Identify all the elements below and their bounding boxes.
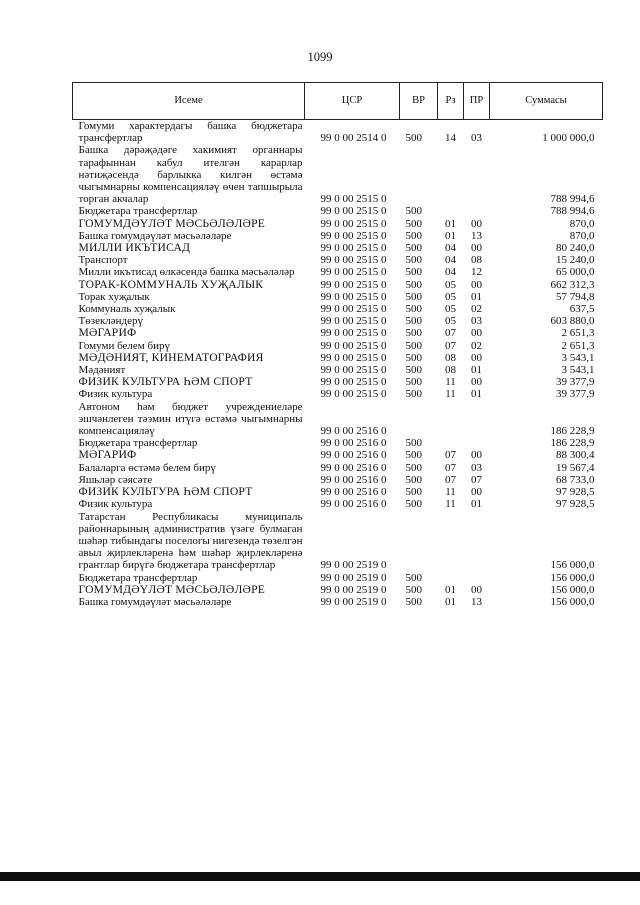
section-row bbox=[73, 242, 603, 254]
row-pr-cell: 01 bbox=[471, 388, 482, 401]
page-number: 1099 bbox=[307, 50, 333, 64]
table-row bbox=[73, 401, 603, 438]
row-pr-cell: 03 bbox=[471, 315, 482, 328]
row-sum-cell: 156 000,0 bbox=[550, 583, 595, 596]
row-pr-cell bbox=[464, 205, 490, 217]
row-pr-cell: 00 bbox=[471, 583, 482, 596]
row-csr-cell: 99 0 00 2519 0 bbox=[320, 595, 387, 608]
header-csr: ЦСР bbox=[305, 83, 400, 120]
row-vr-cell: 500 bbox=[405, 132, 422, 145]
row-vr-cell: 500 bbox=[405, 449, 422, 462]
section-row bbox=[73, 584, 603, 596]
row-name-cell: Татарстан Республикасы муниципаль районнарының административ үзәге булмаган шәһәр тибындагы поселогы нигезендә төзелгән авыл җирлекләренә һәм шәһәр җирлекләренә грантлар бирүгә бюджетара трансфертлар bbox=[78, 510, 303, 572]
row-sum-cell: 156 000,0 bbox=[550, 571, 595, 584]
row-sum-cell: 603 880,0 bbox=[550, 315, 595, 328]
row-name-cell: Башка гомумдәүләт мәсьәләләре bbox=[78, 595, 232, 608]
row-sum-cell: 2 651,3 bbox=[561, 327, 595, 340]
budget-table bbox=[72, 82, 603, 608]
row-pr-cell: 13 bbox=[471, 595, 482, 608]
row-name-cell: Бюджетара трансфертлар bbox=[78, 437, 198, 450]
row-sum-cell: 39 377,9 bbox=[556, 388, 595, 401]
table-body bbox=[73, 120, 603, 609]
row-sum-cell: 15 240,0 bbox=[556, 254, 595, 267]
header-name: Исеме bbox=[73, 83, 305, 120]
row-csr-cell: 99 0 00 2516 0 bbox=[320, 461, 387, 474]
row-rz-cell: 01 bbox=[445, 583, 456, 596]
row-rz-cell: 04 bbox=[445, 242, 456, 255]
table-row bbox=[73, 291, 603, 303]
row-sum-cell: 186 228,9 bbox=[550, 425, 595, 438]
row-rz-cell: 07 bbox=[445, 461, 456, 474]
row-csr-cell: 99 0 00 2515 0 bbox=[320, 205, 387, 218]
row-rz-cell: 05 bbox=[445, 278, 456, 291]
row-vr-cell: 500 bbox=[405, 266, 422, 279]
row-pr-cell: 01 bbox=[471, 290, 482, 303]
table-row bbox=[73, 437, 603, 449]
row-sum-cell: 186 228,9 bbox=[550, 437, 595, 450]
row-rz-cell: 14 bbox=[445, 132, 456, 145]
row-name-cell: Яшьләр сәясәте bbox=[78, 473, 153, 486]
row-sum-cell: 97 928,5 bbox=[556, 486, 595, 499]
row-csr-cell: 99 0 00 2515 0 bbox=[320, 254, 387, 267]
row-name-cell: Коммуналь хуҗалык bbox=[78, 303, 176, 316]
row-sum-cell: 19 567,4 bbox=[556, 461, 595, 474]
row-sum-cell: 156 000,0 bbox=[550, 595, 595, 608]
row-csr-cell: 99 0 00 2516 0 bbox=[320, 473, 387, 486]
row-pr-cell: 01 bbox=[471, 364, 482, 377]
row-name-cell: Башка гомумдәүләт мәсьәләләре bbox=[78, 229, 232, 242]
table-row bbox=[73, 120, 603, 145]
row-vr-cell bbox=[400, 401, 438, 438]
section-row bbox=[73, 327, 603, 339]
row-sum-cell: 870,0 bbox=[569, 217, 595, 230]
row-vr-cell: 500 bbox=[405, 571, 422, 584]
row-sum-cell: 662 312,3 bbox=[550, 278, 595, 291]
row-pr-cell: 03 bbox=[471, 461, 482, 474]
table-header-row bbox=[73, 83, 603, 120]
row-vr-cell: 500 bbox=[405, 595, 422, 608]
row-rz-cell: 04 bbox=[445, 254, 456, 267]
row-csr-cell: 99 0 00 2515 0 bbox=[320, 351, 387, 364]
header-sum: Суммасы bbox=[490, 83, 603, 120]
row-rz-cell: 11 bbox=[445, 376, 456, 389]
row-csr-cell: 99 0 00 2519 0 bbox=[320, 559, 387, 572]
row-rz-cell: 05 bbox=[445, 290, 456, 303]
row-csr-cell: 99 0 00 2515 0 bbox=[320, 229, 387, 242]
row-pr-cell: 02 bbox=[471, 303, 482, 316]
row-rz-cell: 08 bbox=[445, 364, 456, 377]
row-name-cell: МӘГАРИФ bbox=[78, 326, 137, 340]
row-rz-cell bbox=[438, 401, 464, 438]
row-name-cell: Автоном һәм бюджет учреждениеләре эшчәнлеген тәэмин итүгә өстәмә чыгымнарны компенсацияләү bbox=[78, 400, 303, 438]
row-name-cell: Бюджетара трансфертлар bbox=[78, 205, 198, 218]
row-rz-cell: 08 bbox=[445, 351, 456, 364]
row-csr-cell: 99 0 00 2515 0 bbox=[320, 303, 387, 316]
row-vr-cell bbox=[400, 511, 438, 572]
row-rz-cell: 04 bbox=[445, 266, 456, 279]
row-csr-cell: 99 0 00 2515 0 bbox=[320, 339, 387, 352]
row-vr-cell: 500 bbox=[405, 278, 422, 291]
header-rz: Рз bbox=[438, 83, 464, 120]
section-row bbox=[73, 449, 603, 461]
row-csr-cell: 99 0 00 2516 0 bbox=[320, 437, 387, 450]
table-row bbox=[73, 596, 603, 608]
row-rz-cell: 07 bbox=[445, 449, 456, 462]
row-vr-cell: 500 bbox=[405, 229, 422, 242]
row-csr-cell: 99 0 00 2514 0 bbox=[320, 132, 387, 145]
table-row bbox=[73, 572, 603, 584]
row-vr-cell: 500 bbox=[405, 437, 422, 450]
row-name-cell: ГОМУМДӘҮЛӘТ МӘСЬӘЛӘЛӘРЕ bbox=[78, 216, 266, 230]
row-sum-cell: 80 240,0 bbox=[556, 242, 595, 255]
table-row bbox=[73, 303, 603, 315]
row-csr-cell: 99 0 00 2515 0 bbox=[320, 266, 387, 279]
row-pr-cell: 12 bbox=[471, 266, 482, 279]
row-name-cell: МӘГАРИФ bbox=[78, 448, 137, 462]
row-pr-cell: 07 bbox=[471, 473, 482, 486]
row-name-cell: Транспорт bbox=[78, 254, 128, 267]
row-sum-cell: 57 794,8 bbox=[556, 290, 595, 303]
row-name-cell: Милли икътисад өлкәсендә башка мәсьәләләр bbox=[78, 266, 295, 279]
row-vr-cell: 500 bbox=[405, 473, 422, 486]
row-pr-cell bbox=[464, 511, 490, 572]
section-row bbox=[73, 486, 603, 498]
section-row bbox=[73, 352, 603, 364]
row-csr-cell: 99 0 00 2515 0 bbox=[320, 364, 387, 377]
table-row bbox=[73, 144, 603, 205]
row-vr-cell: 500 bbox=[405, 315, 422, 328]
table-row bbox=[73, 388, 603, 400]
row-vr-cell: 500 bbox=[405, 388, 422, 401]
row-name-cell: ФИЗИК КУЛЬТУРА ҺӘМ СПОРТ bbox=[78, 375, 253, 389]
row-csr-cell: 99 0 00 2515 0 bbox=[320, 242, 387, 255]
row-csr-cell: 99 0 00 2516 0 bbox=[320, 425, 387, 438]
row-pr-cell: 00 bbox=[471, 278, 482, 291]
row-vr-cell: 500 bbox=[405, 351, 422, 364]
row-csr-cell: 99 0 00 2516 0 bbox=[320, 498, 387, 511]
row-rz-cell: 11 bbox=[445, 388, 456, 401]
row-vr-cell: 500 bbox=[405, 583, 422, 596]
row-vr-cell: 500 bbox=[405, 217, 422, 230]
row-sum-cell: 870,0 bbox=[569, 229, 595, 242]
row-csr-cell: 99 0 00 2515 0 bbox=[320, 376, 387, 389]
row-sum-cell: 3 543,1 bbox=[561, 364, 595, 377]
row-sum-cell: 637,5 bbox=[569, 303, 595, 316]
row-pr-cell: 00 bbox=[471, 242, 482, 255]
row-name-cell: Гомуми характердагы башка бюджетара трансфертлар bbox=[78, 120, 303, 145]
table-row bbox=[73, 498, 603, 510]
row-vr-cell bbox=[400, 144, 438, 205]
row-sum-cell: 2 651,3 bbox=[561, 339, 595, 352]
row-pr-cell: 00 bbox=[471, 327, 482, 340]
row-pr-cell: 00 bbox=[471, 449, 482, 462]
row-csr-cell: 99 0 00 2515 0 bbox=[320, 193, 387, 206]
row-name-cell: ТОРАК-КОММУНАЛЬ ХУҖАЛЫК bbox=[78, 277, 264, 291]
scan-edge-bar bbox=[0, 872, 640, 881]
row-rz-cell bbox=[438, 144, 464, 205]
row-rz-cell: 01 bbox=[445, 595, 456, 608]
row-pr-cell bbox=[464, 572, 490, 584]
row-pr-cell bbox=[464, 401, 490, 438]
row-csr-cell: 99 0 00 2515 0 bbox=[320, 327, 387, 340]
row-vr-cell: 500 bbox=[405, 461, 422, 474]
row-vr-cell: 500 bbox=[405, 327, 422, 340]
table-row bbox=[73, 266, 603, 278]
row-rz-cell: 07 bbox=[445, 327, 456, 340]
row-pr-cell: 13 bbox=[471, 229, 482, 242]
row-rz-cell: 05 bbox=[445, 303, 456, 316]
row-csr-cell: 99 0 00 2516 0 bbox=[320, 486, 387, 499]
row-csr-cell: 99 0 00 2515 0 bbox=[320, 217, 387, 230]
table-row bbox=[73, 462, 603, 474]
row-name-cell: ГОМУМДӘҮЛӘТ МӘСЬӘЛӘЛӘРЕ bbox=[78, 582, 266, 596]
row-vr-cell: 500 bbox=[405, 364, 422, 377]
row-csr-cell: 99 0 00 2515 0 bbox=[320, 388, 387, 401]
row-csr-cell: 99 0 00 2519 0 bbox=[320, 571, 387, 584]
row-vr-cell: 500 bbox=[405, 339, 422, 352]
row-csr-cell: 99 0 00 2515 0 bbox=[320, 278, 387, 291]
row-pr-cell: 00 bbox=[471, 351, 482, 364]
row-sum-cell: 65 000,0 bbox=[556, 266, 595, 279]
row-vr-cell: 500 bbox=[405, 254, 422, 267]
row-name-cell: Төзекләндерү bbox=[78, 315, 144, 328]
row-csr-cell: 99 0 00 2515 0 bbox=[320, 315, 387, 328]
row-name-cell: Торак хуҗалык bbox=[78, 290, 150, 303]
row-name-cell: Балаларга өстәмә белем бирү bbox=[78, 461, 216, 474]
section-row bbox=[73, 376, 603, 388]
row-pr-cell: 01 bbox=[471, 498, 482, 511]
row-vr-cell: 500 bbox=[405, 376, 422, 389]
row-rz-cell: 07 bbox=[445, 473, 456, 486]
row-sum-cell: 156 000,0 bbox=[550, 559, 595, 572]
row-pr-cell: 00 bbox=[471, 376, 482, 389]
header-pr: ПР bbox=[464, 83, 490, 120]
row-sum-cell: 788 994,6 bbox=[550, 205, 595, 218]
row-pr-cell bbox=[464, 437, 490, 449]
row-rz-cell bbox=[438, 437, 464, 449]
row-vr-cell: 500 bbox=[405, 290, 422, 303]
row-rz-cell bbox=[438, 572, 464, 584]
row-sum-cell: 788 994,6 bbox=[550, 193, 595, 206]
row-name-cell: ФИЗИК КУЛЬТУРА ҺӘМ СПОРТ bbox=[78, 485, 253, 499]
row-rz-cell: 05 bbox=[445, 315, 456, 328]
row-rz-cell bbox=[438, 205, 464, 217]
row-sum-cell: 88 300,4 bbox=[556, 449, 595, 462]
row-pr-cell: 02 bbox=[471, 339, 482, 352]
row-vr-cell: 500 bbox=[405, 303, 422, 316]
header-vr: ВР bbox=[400, 83, 438, 120]
row-sum-cell: 1 000 000,0 bbox=[542, 132, 595, 145]
row-vr-cell: 500 bbox=[405, 242, 422, 255]
row-pr-cell: 00 bbox=[471, 217, 482, 230]
table-row bbox=[73, 315, 603, 327]
row-name-cell: МИЛЛИ ИКЪТИСАД bbox=[78, 241, 191, 255]
row-sum-cell: 68 733,0 bbox=[556, 473, 595, 486]
row-name-cell: МӘДӘНИЯТ, КИНЕМАТОГРАФИЯ bbox=[78, 350, 264, 364]
row-name-cell: Бюджетара трансфертлар bbox=[78, 571, 198, 584]
row-name-cell: Гомуми белем бирү bbox=[78, 339, 170, 352]
row-vr-cell: 500 bbox=[405, 486, 422, 499]
table-row bbox=[73, 254, 603, 266]
row-csr-cell: 99 0 00 2516 0 bbox=[320, 449, 387, 462]
row-csr-cell: 99 0 00 2519 0 bbox=[320, 583, 387, 596]
row-vr-cell: 500 bbox=[405, 498, 422, 511]
row-csr-cell: 99 0 00 2515 0 bbox=[320, 290, 387, 303]
table-row bbox=[73, 205, 603, 217]
row-sum-cell: 3 543,1 bbox=[561, 351, 595, 364]
row-pr-cell: 00 bbox=[471, 486, 482, 499]
row-pr-cell bbox=[464, 144, 490, 205]
row-pr-cell: 03 bbox=[471, 132, 482, 145]
row-rz-cell: 11 bbox=[445, 498, 456, 511]
row-rz-cell: 01 bbox=[445, 229, 456, 242]
row-sum-cell: 39 377,9 bbox=[556, 376, 595, 389]
row-rz-cell: 01 bbox=[445, 217, 456, 230]
row-name-cell: Мәдәният bbox=[78, 364, 126, 377]
row-vr-cell: 500 bbox=[405, 205, 422, 218]
row-rz-cell: 11 bbox=[445, 486, 456, 499]
section-row bbox=[73, 279, 603, 291]
row-rz-cell: 07 bbox=[445, 339, 456, 352]
table-row bbox=[73, 511, 603, 572]
row-pr-cell: 08 bbox=[471, 254, 482, 267]
row-sum-cell: 97 928,5 bbox=[556, 498, 595, 511]
row-name-cell: Физик культура bbox=[78, 388, 153, 401]
section-row bbox=[73, 218, 603, 230]
row-name-cell: Физик культура bbox=[78, 498, 153, 511]
row-rz-cell bbox=[438, 511, 464, 572]
row-name-cell: Башка дәрәҗәдәге хакимият органнары тарафыннан кабул ителгән карарлар нәтиҗәсендә барлыкка килгән өстәмә чыгымнарны компенсацияләү өчен тапшырыла торган акчалар bbox=[78, 144, 303, 206]
